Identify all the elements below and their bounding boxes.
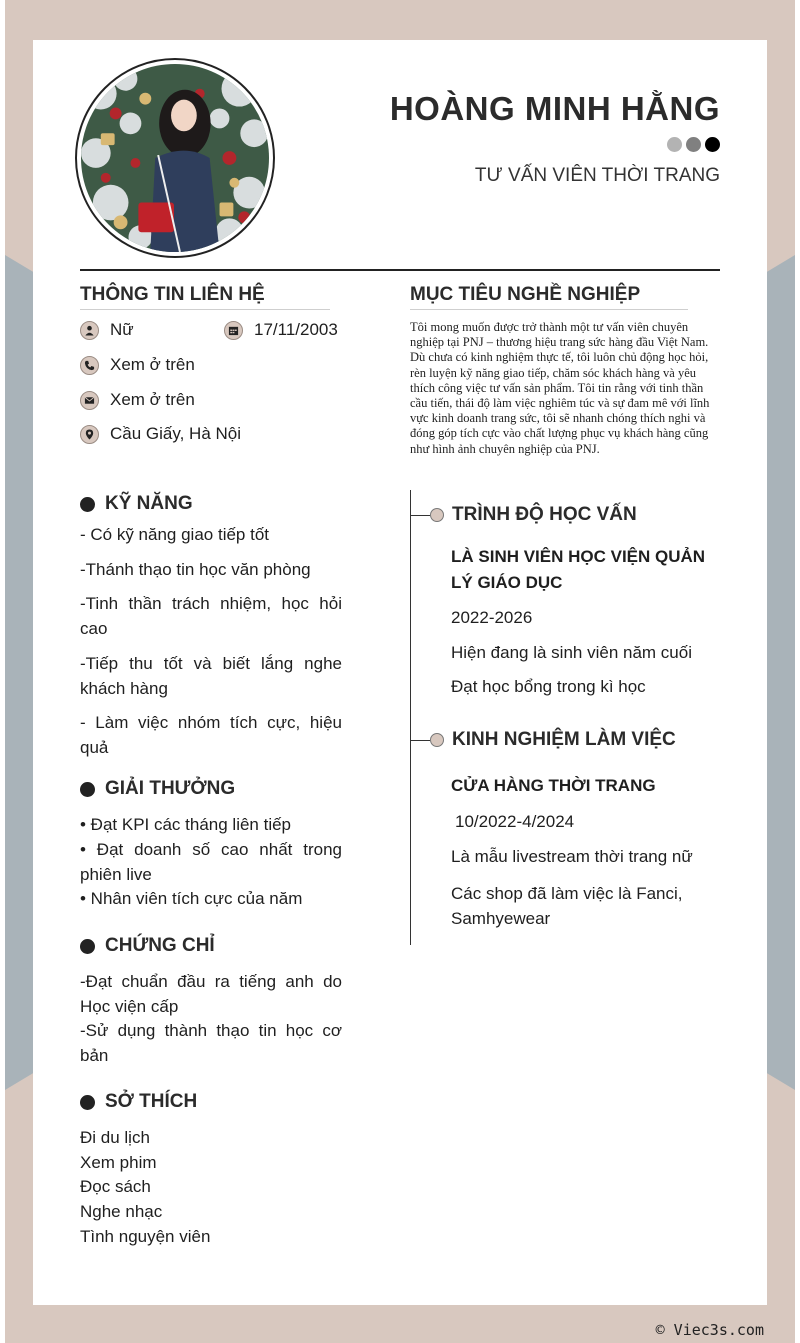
skill-item: -Thánh thạo tin học văn phòng bbox=[80, 560, 311, 579]
education-note: Đạt học bổng trong kì học bbox=[451, 677, 646, 696]
award-item: • Đạt KPI các tháng liên tiếp bbox=[80, 815, 292, 834]
award-item: • Nhân viên tích cực của năm bbox=[80, 889, 303, 908]
experience-company: CỬA HÀNG THỜI TRANG bbox=[451, 776, 656, 795]
certificates-heading bbox=[80, 935, 215, 957]
contact-gender bbox=[80, 320, 134, 340]
job-title: TƯ VẤN VIÊN THỜI TRANG bbox=[474, 165, 720, 186]
experience-role: Là mẫu livestream thời trang nữ bbox=[451, 847, 693, 866]
contact-title: THÔNG TIN LIÊN HỆ bbox=[80, 284, 265, 305]
certificate-item: -Đạt chuẩn đầu ra tiếng anh do Học viện cấp bbox=[80, 972, 342, 1016]
hobbies-heading bbox=[80, 1091, 197, 1113]
timeline-stub bbox=[410, 515, 430, 516]
avatar bbox=[75, 58, 275, 258]
hobby-item: Tình nguyện viên bbox=[80, 1227, 211, 1246]
hobby-item: Nghe nhạc bbox=[80, 1202, 163, 1221]
education-heading bbox=[410, 504, 637, 526]
award-item: • Đạt doanh số cao nhất trong phiên live bbox=[80, 840, 342, 884]
bullet-dot bbox=[80, 782, 95, 797]
objective-title-underline bbox=[410, 309, 688, 310]
dot-dark bbox=[705, 137, 720, 152]
skill-item: -Tiếp thu tốt và biết lắng nghe khách hàng bbox=[80, 654, 342, 698]
phone-value: Xem ở trên bbox=[110, 355, 195, 374]
timeline-stub bbox=[410, 740, 430, 741]
contact-title-underline bbox=[80, 309, 330, 310]
experience-note: Các shop đã làm việc là Fanci, Samhyewear bbox=[451, 884, 683, 928]
education-status: Hiện đang là sinh viên năm cuối bbox=[451, 643, 692, 662]
hobby-item: Xem phim bbox=[80, 1153, 157, 1172]
certificates-title: CHỨNG CHỈ bbox=[105, 935, 215, 956]
profile-photo bbox=[81, 64, 269, 252]
header-divider bbox=[80, 269, 720, 271]
objective-text: Tôi mong muốn được trở thành một tư vấn viên chuyên nghiệp tại PNJ – thương hiệu trang sức hàng đầu Việt Nam. Dù chưa có kinh nghiệm thực tế, tôi luôn chủ động học hỏi, rèn luyện kỹ năng giao tiếp, chăm sóc khách hàng và yêu thích công việc tư vấn sản phẩm. Tôi tin rằng với tinh thần cầu tiến, thái độ làm việc nghiêm túc và sự đam mê với lĩnh vực kinh doanh trang sức, tôi sẽ nhanh chóng thích nghi và đóng góp tích cực vào chất lượng phục vụ khách hàng cũng như hình ảnh chuyên nghiệp của PNJ. bbox=[410, 320, 710, 456]
right-accent-band bbox=[765, 255, 795, 1090]
timeline-line bbox=[410, 490, 411, 945]
contact-email bbox=[80, 390, 195, 410]
contact-address bbox=[80, 424, 241, 444]
contact-phone bbox=[80, 355, 195, 375]
person-icon bbox=[80, 321, 99, 340]
decorative-dots bbox=[667, 137, 720, 152]
skills-heading bbox=[80, 493, 193, 515]
gender-value: Nữ bbox=[110, 320, 134, 339]
timeline-node bbox=[430, 508, 444, 522]
bullet-dot bbox=[80, 497, 95, 512]
hobby-item: Đọc sách bbox=[80, 1177, 151, 1196]
timeline-node bbox=[430, 733, 444, 747]
bullet-dot bbox=[80, 1095, 95, 1110]
envelope-icon bbox=[80, 391, 99, 410]
birthdate-value: 17/11/2003 bbox=[254, 320, 338, 339]
skill-item: - Có kỹ năng giao tiếp tốt bbox=[80, 525, 270, 544]
education-school: LÀ SINH VIÊN HỌC VIỆN QUẢN LÝ GIÁO DỤC bbox=[451, 547, 706, 592]
location-pin-icon bbox=[80, 425, 99, 444]
education-title: TRÌNH ĐỘ HỌC VẤN bbox=[452, 504, 637, 525]
footer-credit: © Viec3s.com bbox=[655, 1321, 764, 1339]
experience-title: KINH NGHIỆM LÀM VIỆC bbox=[452, 729, 676, 750]
hobbies-title: SỞ THÍCH bbox=[105, 1091, 198, 1112]
skill-item: -Tinh thần trách nhiệm, học hỏi cao bbox=[80, 594, 342, 638]
awards-heading bbox=[80, 778, 235, 800]
objective-title: MỤC TIÊU NGHỀ NGHIỆP bbox=[410, 284, 641, 305]
phone-icon bbox=[80, 356, 99, 375]
address-value: Cầu Giấy, Hà Nội bbox=[110, 424, 242, 443]
experience-heading bbox=[410, 729, 676, 751]
dot-medium bbox=[686, 137, 701, 152]
left-accent-band bbox=[5, 255, 35, 1090]
candidate-name: HOÀNG MINH HẰNG bbox=[389, 90, 720, 127]
awards-title: GIẢI THƯỞNG bbox=[105, 778, 236, 799]
certificate-item: -Sử dụng thành thạo tin học cơ bản bbox=[80, 1021, 342, 1065]
contact-birthdate bbox=[224, 320, 338, 340]
calendar-icon bbox=[224, 321, 243, 340]
skill-item: - Làm việc nhóm tích cực, hiệu quả bbox=[80, 713, 342, 757]
bullet-dot bbox=[80, 939, 95, 954]
email-value: Xem ở trên bbox=[110, 390, 195, 409]
skills-title: KỸ NĂNG bbox=[105, 493, 193, 514]
hobby-item: Đi du lịch bbox=[80, 1128, 150, 1147]
experience-period: 10/2022-4/2024 bbox=[455, 812, 575, 831]
education-period: 2022-2026 bbox=[451, 608, 533, 627]
dot-light bbox=[667, 137, 682, 152]
